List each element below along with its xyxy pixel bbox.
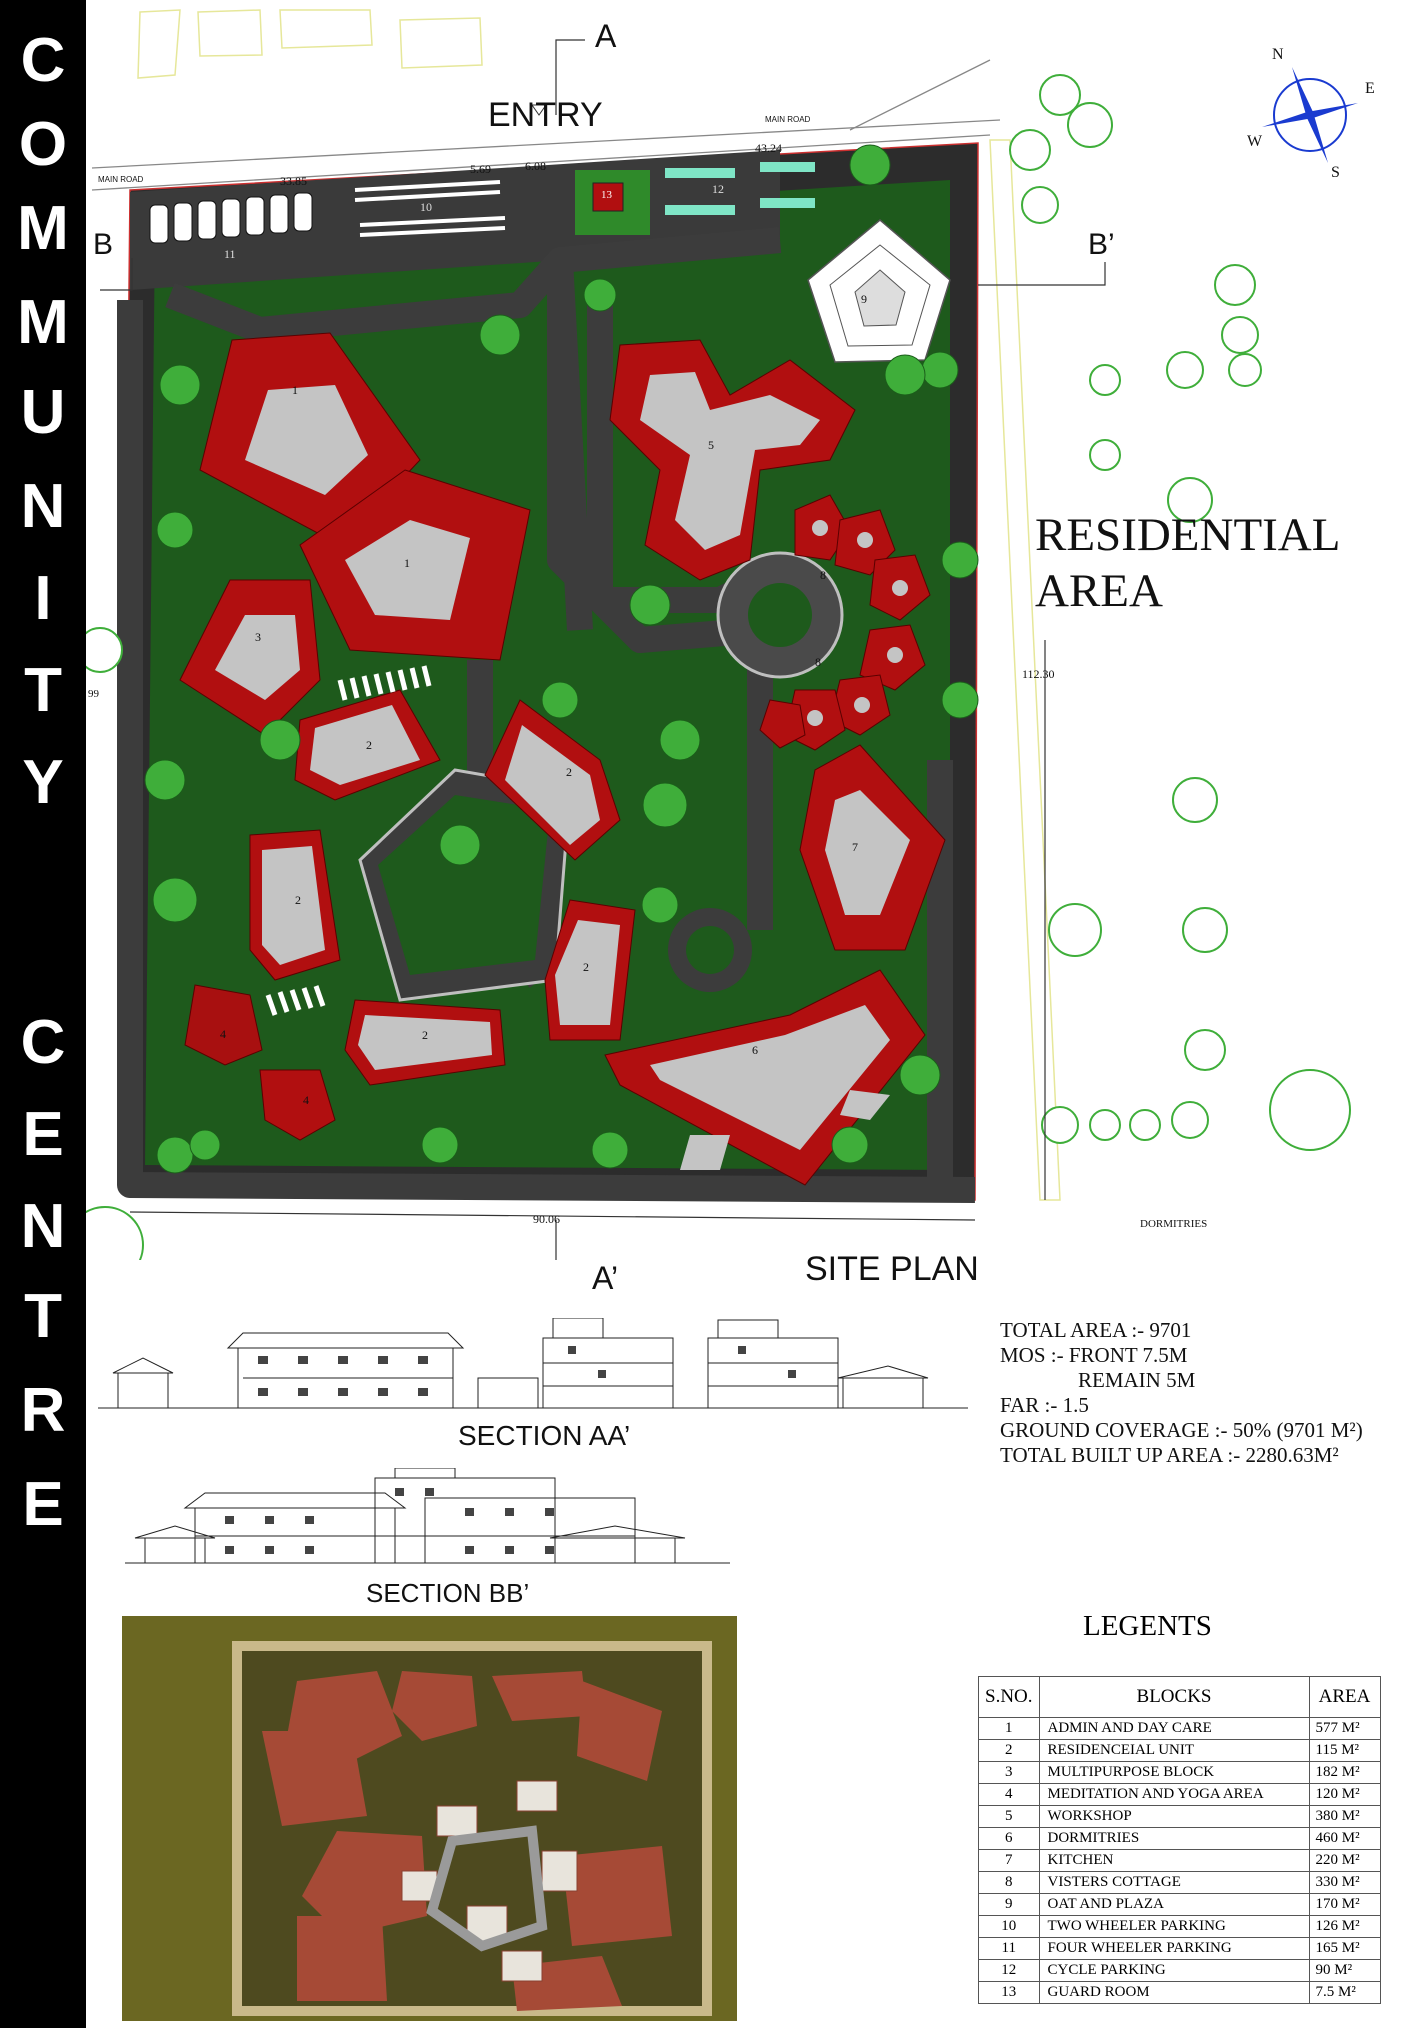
legend-sno: 6 bbox=[979, 1828, 1040, 1850]
residential-area-line1: RESIDENTIAL bbox=[1035, 509, 1341, 561]
legend-sno: 12 bbox=[979, 1960, 1040, 1982]
title-letter: T bbox=[24, 656, 62, 725]
legend-header-blocks: BLOCKS bbox=[1039, 1677, 1309, 1718]
legend-area: 7.5 M² bbox=[1309, 1982, 1380, 2004]
site-statistics bbox=[1000, 1318, 1363, 1468]
block-number: 6 bbox=[752, 1043, 758, 1057]
table-row bbox=[979, 1872, 1381, 1894]
section-mark-b: B bbox=[93, 228, 114, 261]
stat-built-up: TOTAL BUILT UP AREA :- 2280.63M² bbox=[1000, 1443, 1339, 1467]
block-number: 1 bbox=[404, 556, 410, 570]
block-number: 4 bbox=[220, 1027, 226, 1041]
table-row bbox=[979, 1762, 1381, 1784]
main-road-label: MAIN ROAD bbox=[98, 175, 144, 184]
dimension-label: 6.08 bbox=[525, 159, 546, 173]
legend-block: RESIDENCEIAL UNIT bbox=[1039, 1740, 1309, 1762]
block-number: 12 bbox=[712, 182, 724, 196]
legend-area: 182 M² bbox=[1309, 1762, 1380, 1784]
block-number: 10 bbox=[420, 200, 432, 214]
title-letter: N bbox=[20, 1192, 66, 1261]
table-row bbox=[979, 1806, 1381, 1828]
block-number: 2 bbox=[566, 765, 572, 779]
aerial-render-image bbox=[122, 1616, 737, 2021]
legend-block: CYCLE PARKING bbox=[1039, 1960, 1309, 1982]
table-row bbox=[979, 1740, 1381, 1762]
section-aa-drawing bbox=[98, 1318, 968, 1418]
title-letter: C bbox=[20, 26, 66, 95]
legend-block: MEDITATION AND YOGA AREA bbox=[1039, 1784, 1309, 1806]
legend-sno: 7 bbox=[979, 1850, 1040, 1872]
entry-label: ENTRY bbox=[488, 96, 603, 134]
legend-area: 220 M² bbox=[1309, 1850, 1380, 1872]
compass-w: W bbox=[1247, 133, 1263, 150]
block-number: 4 bbox=[303, 1093, 309, 1107]
legend-area: 170 M² bbox=[1309, 1894, 1380, 1916]
legend-sno: 5 bbox=[979, 1806, 1040, 1828]
table-row bbox=[979, 1718, 1381, 1740]
stat-total-area: TOTAL AREA :- 9701 bbox=[1000, 1318, 1192, 1342]
residential-area-line2: AREA bbox=[1035, 565, 1163, 617]
table-row bbox=[979, 1938, 1381, 1960]
legend-sno: 9 bbox=[979, 1894, 1040, 1916]
legend-area: 460 M² bbox=[1309, 1828, 1380, 1850]
section-mark-a-prime: A’ bbox=[592, 1260, 619, 1296]
table-row bbox=[979, 1828, 1381, 1850]
stat-mos-front: MOS :- FRONT 7.5M bbox=[1000, 1343, 1188, 1367]
legend-block: VISTERS COTTAGE bbox=[1039, 1872, 1309, 1894]
legend-sno: 2 bbox=[979, 1740, 1040, 1762]
section-mark-b-prime: B’ bbox=[1088, 228, 1115, 261]
title-letter: M bbox=[17, 194, 69, 263]
title-letter: N bbox=[20, 472, 66, 541]
title-letter: U bbox=[20, 378, 66, 447]
block-number: 7 bbox=[852, 840, 858, 854]
legend-area: 380 M² bbox=[1309, 1806, 1380, 1828]
block-number: 11 bbox=[224, 247, 236, 261]
table-row bbox=[979, 1916, 1381, 1938]
stat-mos-remain: REMAIN 5M bbox=[1078, 1368, 1196, 1392]
legend-block: TWO WHEELER PARKING bbox=[1039, 1916, 1309, 1938]
dimension-label: 5.69 bbox=[470, 162, 491, 176]
legend-sno: 3 bbox=[979, 1762, 1040, 1784]
legend-block: OAT AND PLAZA bbox=[1039, 1894, 1309, 1916]
legend-header-sno: S.NO. bbox=[979, 1677, 1040, 1718]
legend-block: WORKSHOP bbox=[1039, 1806, 1309, 1828]
legend-area: 120 M² bbox=[1309, 1784, 1380, 1806]
section-aa-title: SECTION AA’ bbox=[458, 1420, 631, 1451]
table-row bbox=[979, 1960, 1381, 1982]
block-number: 8 bbox=[820, 568, 826, 582]
legend-sno: 13 bbox=[979, 1982, 1040, 2004]
legend-sno: 8 bbox=[979, 1872, 1040, 1894]
block-number: 2 bbox=[366, 738, 372, 752]
title-letter: O bbox=[18, 110, 68, 179]
legend-area: 115 M² bbox=[1309, 1740, 1380, 1762]
title-letter: E bbox=[22, 1100, 64, 1169]
dimension-label: 90.06 bbox=[533, 1212, 560, 1226]
legend-block: ADMIN AND DAY CARE bbox=[1039, 1718, 1309, 1740]
legend-sno: 4 bbox=[979, 1784, 1040, 1806]
compass-e: E bbox=[1365, 80, 1375, 97]
title-letter: R bbox=[20, 1376, 66, 1445]
legend-block: MULTIPURPOSE BLOCK bbox=[1039, 1762, 1309, 1784]
legend-block: GUARD ROOM bbox=[1039, 1982, 1309, 2004]
dimension-label: 99 bbox=[88, 688, 99, 700]
title-letter: M bbox=[17, 288, 69, 357]
stat-far: FAR :- 1.5 bbox=[1000, 1393, 1089, 1417]
dimension-label: 43.24 bbox=[755, 141, 782, 155]
block-number: 1 bbox=[292, 383, 298, 397]
title-letter: T bbox=[24, 1282, 62, 1351]
legend-header-area: AREA bbox=[1309, 1677, 1380, 1718]
block-number: 8 bbox=[815, 655, 821, 669]
title-sidebar bbox=[0, 0, 86, 2028]
legend-block: DORMITRIES bbox=[1039, 1828, 1309, 1850]
legend-table bbox=[978, 1676, 1381, 2004]
dimension-label: 33.85 bbox=[280, 174, 307, 188]
legend-header-row bbox=[979, 1677, 1381, 1718]
table-row bbox=[979, 1894, 1381, 1916]
legend-area: 126 M² bbox=[1309, 1916, 1380, 1938]
block-number: 2 bbox=[583, 960, 589, 974]
stat-ground-coverage: GROUND COVERAGE :- 50% (9701 M²) bbox=[1000, 1418, 1363, 1442]
section-bb-title: SECTION BB’ bbox=[366, 1578, 530, 1608]
dormitries-label: DORMITRIES bbox=[1140, 1218, 1208, 1230]
section-mark-a: A bbox=[595, 18, 617, 54]
legend-sno: 10 bbox=[979, 1916, 1040, 1938]
site-plan-drawing bbox=[86, 0, 1428, 1260]
block-number: 2 bbox=[422, 1028, 428, 1042]
block-number: 9 bbox=[861, 292, 867, 306]
legend-sno: 1 bbox=[979, 1718, 1040, 1740]
section-bb-drawing bbox=[125, 1468, 730, 1568]
table-row bbox=[979, 1784, 1381, 1806]
block-number: 5 bbox=[708, 438, 714, 452]
legend-area: 577 M² bbox=[1309, 1718, 1380, 1740]
title-letter: C bbox=[20, 1008, 66, 1077]
block-number: 3 bbox=[255, 630, 261, 644]
compass-n: N bbox=[1272, 46, 1284, 63]
legend-area: 165 M² bbox=[1309, 1938, 1380, 1960]
aerial-render-drawing bbox=[122, 1616, 737, 2021]
main-road-label: MAIN ROAD bbox=[765, 115, 811, 124]
legend-block: KITCHEN bbox=[1039, 1850, 1309, 1872]
table-row bbox=[979, 1850, 1381, 1872]
legend-block: FOUR WHEELER PARKING bbox=[1039, 1938, 1309, 1960]
legend-area: 90 M² bbox=[1309, 1960, 1380, 1982]
title-letter: E bbox=[22, 1470, 64, 1539]
title-letter: I bbox=[34, 564, 52, 633]
legend-sno: 11 bbox=[979, 1938, 1040, 1960]
block-number: 2 bbox=[295, 893, 301, 907]
block-number: 13 bbox=[601, 189, 612, 201]
dimension-label: 112.30 bbox=[1022, 667, 1055, 681]
legend-area: 330 M² bbox=[1309, 1872, 1380, 1894]
table-row bbox=[979, 1982, 1381, 2004]
compass-s: S bbox=[1331, 164, 1340, 181]
compass-icon bbox=[1262, 67, 1358, 163]
site-plan-title: SITE PLAN bbox=[805, 1250, 979, 1288]
title-letter: Y bbox=[22, 748, 64, 817]
legend-title: LEGENTS bbox=[1083, 1610, 1212, 1642]
